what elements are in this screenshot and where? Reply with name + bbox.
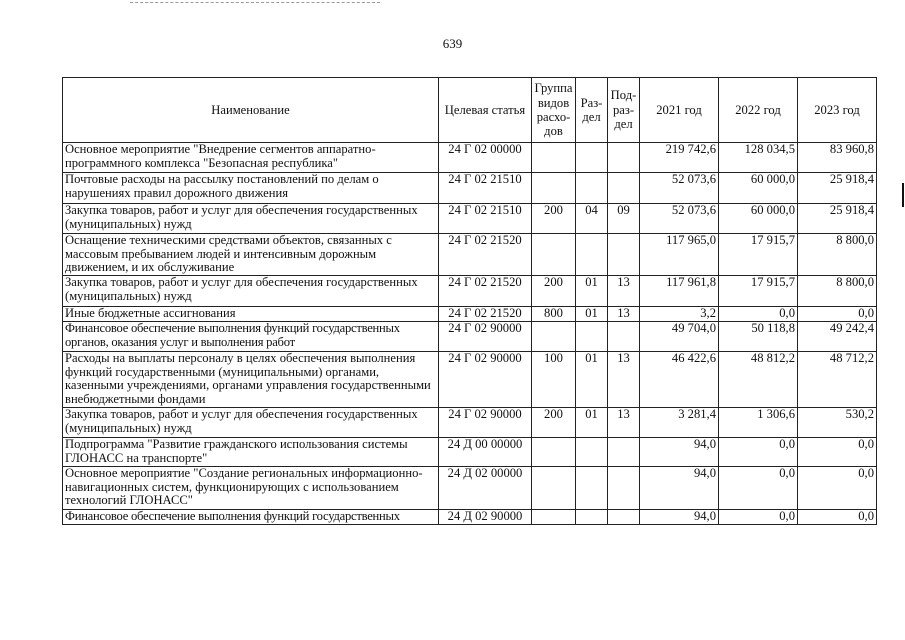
row-group — [532, 467, 576, 510]
row-section: 01 — [576, 352, 608, 408]
row-name: Расходы на выплаты персоналу в целях обеспечения выполнения функций государственными (муниципальными) органами, казенными учреждениями, органами управления государственными внебюджетными фондами — [63, 352, 439, 408]
row-section: 01 — [576, 276, 608, 307]
row-target-code: 24 Д 00 00000 — [439, 438, 532, 467]
row-2023: 25 918,4 — [798, 173, 877, 204]
row-2021: 49 704,0 — [640, 322, 719, 352]
row-2021: 3,2 — [640, 307, 719, 322]
table-row — [63, 307, 877, 322]
row-section: 01 — [576, 307, 608, 322]
table-row — [63, 408, 877, 438]
row-subsection — [608, 510, 640, 525]
row-target-code: 24 Д 02 00000 — [439, 467, 532, 510]
header-group: Группа видов расхо-дов — [532, 78, 576, 143]
row-section: 04 — [576, 204, 608, 234]
row-group — [532, 173, 576, 204]
row-2023: 0,0 — [798, 307, 877, 322]
header-target: Целевая статья — [439, 78, 532, 143]
row-2022: 60 000,0 — [719, 173, 798, 204]
page-number: 639 — [442, 36, 463, 51]
table-row — [63, 467, 877, 510]
row-section — [576, 143, 608, 173]
row-name: Закупка товаров, работ и услуг для обеспечения государственных (муниципальных) нужд — [63, 276, 439, 307]
row-group: 200 — [532, 204, 576, 234]
table-row — [63, 143, 877, 173]
row-2023: 0,0 — [798, 467, 877, 510]
row-group — [532, 438, 576, 467]
row-name: Иные бюджетные ассигнования — [63, 307, 439, 322]
row-group: 100 — [532, 352, 576, 408]
table-row — [63, 510, 877, 525]
header-2022: 2022 год — [719, 78, 798, 143]
row-target-code: 24 Г 02 90000 — [439, 408, 532, 438]
row-2023: 83 960,8 — [798, 143, 877, 173]
row-2023: 25 918,4 — [798, 204, 877, 234]
row-2021: 219 742,6 — [640, 143, 719, 173]
row-subsection — [608, 143, 640, 173]
row-2022: 17 915,7 — [719, 234, 798, 276]
top-rule — [130, 2, 380, 3]
row-2021: 117 965,0 — [640, 234, 719, 276]
budget-table — [62, 77, 877, 525]
row-name: Оснащение техническими средствами объектов, связанных с массовым пребыванием людей и интенсивным дорожным движением, и их обслуживание — [63, 234, 439, 276]
row-group: 800 — [532, 307, 576, 322]
row-name: Закупка товаров, работ и услуг для обеспечения государственных (муниципальных) нужд — [63, 408, 439, 438]
row-name: Закупка товаров, работ и услуг для обеспечения государственных (муниципальных) нужд — [63, 204, 439, 234]
row-2023: 8 800,0 — [798, 234, 877, 276]
row-2021: 46 422,6 — [640, 352, 719, 408]
row-name: Финансовое обеспечение выполнения функций государственных — [63, 510, 439, 525]
row-subsection: 09 — [608, 204, 640, 234]
row-2023: 48 712,2 — [798, 352, 877, 408]
margin-mark — [902, 183, 904, 207]
row-2023: 8 800,0 — [798, 276, 877, 307]
row-subsection: 13 — [608, 276, 640, 307]
row-target-code: 24 Г 02 90000 — [439, 322, 532, 352]
row-name: Финансовое обеспечение выполнения функций государственных органов, оказания услуг и выполнения работ — [63, 322, 439, 352]
row-subsection — [608, 467, 640, 510]
row-2022: 48 812,2 — [719, 352, 798, 408]
row-2022: 17 915,7 — [719, 276, 798, 307]
row-name: Основное мероприятие "Внедрение сегментов аппаратно-программного комплекса "Безопасная республика" — [63, 143, 439, 173]
header-name: Наименование — [63, 78, 439, 143]
row-2021: 94,0 — [640, 438, 719, 467]
row-section — [576, 510, 608, 525]
row-target-code: 24 Г 02 21520 — [439, 307, 532, 322]
row-group: 200 — [532, 408, 576, 438]
table-header-row — [63, 78, 877, 143]
row-2021: 94,0 — [640, 510, 719, 525]
header-subsection: Под-раз-дел — [608, 78, 640, 143]
row-2023: 0,0 — [798, 438, 877, 467]
table-row — [63, 173, 877, 204]
row-2022: 0,0 — [719, 467, 798, 510]
row-2022: 0,0 — [719, 307, 798, 322]
row-target-code: 24 Г 02 00000 — [439, 143, 532, 173]
table-row — [63, 438, 877, 467]
row-2022: 0,0 — [719, 438, 798, 467]
row-name: Почтовые расходы на рассылку постановлений по делам о нарушениях правил дорожного движения — [63, 173, 439, 204]
row-target-code: 24 Г 02 21510 — [439, 204, 532, 234]
row-2021: 94,0 — [640, 467, 719, 510]
row-target-code: 24 Д 02 90000 — [439, 510, 532, 525]
row-2021: 52 073,6 — [640, 204, 719, 234]
row-target-code: 24 Г 02 21520 — [439, 276, 532, 307]
row-2023: 0,0 — [798, 510, 877, 525]
header-section: Раз-дел — [576, 78, 608, 143]
row-2022: 50 118,8 — [719, 322, 798, 352]
row-group — [532, 322, 576, 352]
row-name: Подпрограмма "Развитие гражданского использования системы ГЛОНАСС на транспорте" — [63, 438, 439, 467]
row-target-code: 24 Г 02 21510 — [439, 173, 532, 204]
row-section — [576, 467, 608, 510]
row-section — [576, 322, 608, 352]
row-group — [532, 143, 576, 173]
row-group: 200 — [532, 276, 576, 307]
row-subsection — [608, 173, 640, 204]
table-row — [63, 204, 877, 234]
row-subsection — [608, 234, 640, 276]
row-2022: 128 034,5 — [719, 143, 798, 173]
row-target-code: 24 Г 02 90000 — [439, 352, 532, 408]
row-2021: 3 281,4 — [640, 408, 719, 438]
row-subsection: 13 — [608, 352, 640, 408]
row-2023: 530,2 — [798, 408, 877, 438]
row-section — [576, 438, 608, 467]
row-section — [576, 173, 608, 204]
table-row — [63, 234, 877, 276]
row-2021: 52 073,6 — [640, 173, 719, 204]
row-2022: 60 000,0 — [719, 204, 798, 234]
row-2022: 1 306,6 — [719, 408, 798, 438]
row-subsection — [608, 438, 640, 467]
row-subsection — [608, 322, 640, 352]
table-row — [63, 322, 877, 352]
table-row — [63, 352, 877, 408]
row-group — [532, 510, 576, 525]
row-target-code: 24 Г 02 21520 — [439, 234, 532, 276]
row-section — [576, 234, 608, 276]
row-subsection: 13 — [608, 307, 640, 322]
row-2021: 117 961,8 — [640, 276, 719, 307]
row-2023: 49 242,4 — [798, 322, 877, 352]
row-subsection: 13 — [608, 408, 640, 438]
header-2023: 2023 год — [798, 78, 877, 143]
row-group — [532, 234, 576, 276]
row-name: Основное мероприятие "Создание региональных информационно-навигационных систем, функционирующих с использованием технологий ГЛОНАСС" — [63, 467, 439, 510]
row-2022: 0,0 — [719, 510, 798, 525]
table-row — [63, 276, 877, 307]
row-section: 01 — [576, 408, 608, 438]
header-2021: 2021 год — [640, 78, 719, 143]
